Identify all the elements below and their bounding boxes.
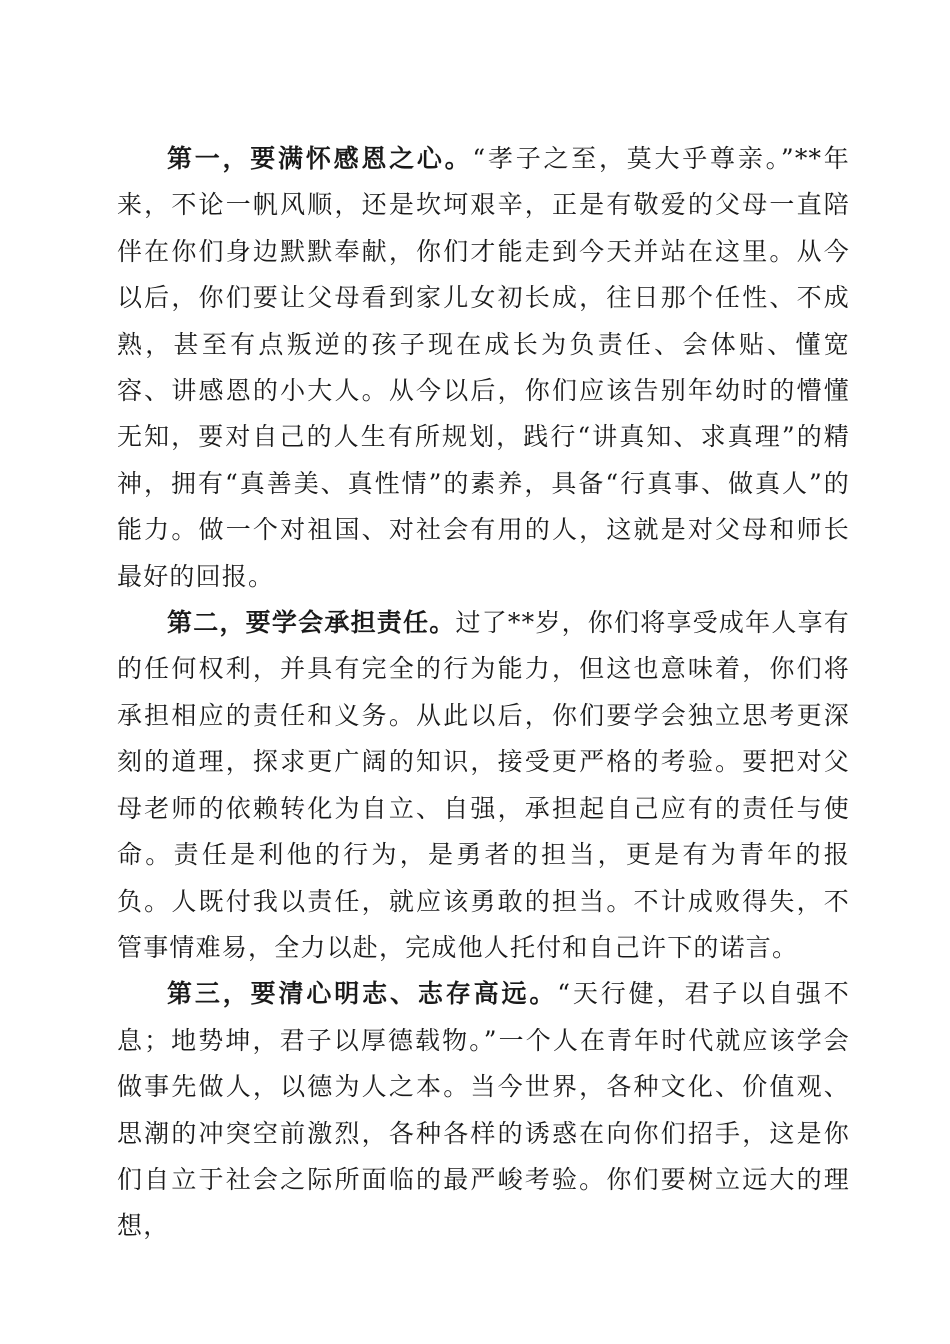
paragraph-lead: 第二，要学会承担责任。: [167, 608, 456, 638]
document-body: [117, 136, 850, 1250]
paragraph-lead: 第一，要满怀感恩之心。: [167, 144, 473, 173]
paragraph-lead: 第三，要清心明志、志存高远。: [167, 979, 558, 1009]
paragraph-text: 过了**岁，你们将享受成年人享有的任何权利，并具有完全的行为能力，但这也意味着，你们将承担相应的责任和义务。从此以后，你们要学会独立思考更深刻的道理，探求更广阔的知识，接受更严格的考验。要把对父母老师的依赖转化为自立、自强，承担起自己应有的责任与使命。责任是利他的行为，是勇者的担当，更是有为青年的报负。人既付我以责任，就应该勇敢的担当。不计成败得失，不管事情难易，全力以赴，完成他人托付和自己许下的诺言。: [117, 608, 851, 962]
paragraph-gratitude: [117, 136, 850, 600]
paragraph-text: “孝子之至，莫大乎尊亲。”**年来，不论一帆风顺，还是坎坷艰辛，正是有敬爱的父母一直陪伴在你们身边默默奉献，你们才能走到今天并站在这里。从今以后，你们要让父母看到家儿女初长成，往日那个任性、不成熟，甚至有点叛逆的孩子现在成长为负责任、会体贴、懂宽容、讲感恩的小大人。从今以后，你们应该告别年幼时的懵懂无知，要对自己的人生有所规划，践行“讲真知、求真理”的精神，拥有“真善美、真性情”的素养，具备“行真事、做真人”的能力。做一个对祖国、对社会有用的人，这就是对父母和师长最好的回报。: [117, 144, 850, 591]
paragraph-responsibility: [117, 600, 850, 971]
paragraph-ambition: [117, 971, 850, 1249]
paragraph-text: “天行健，君子以自强不息；地势坤，君子以厚德载物。”一个人在青年时代就应该学会做事先做人，以德为人之本。当今世界，各种文化、价值观、思潮的冲突空前激烈，各种各样的诱惑在向你们招手，这是你们自立于社会之际所面临的最严峻考验。你们要树立远大的理想，: [117, 979, 850, 1241]
